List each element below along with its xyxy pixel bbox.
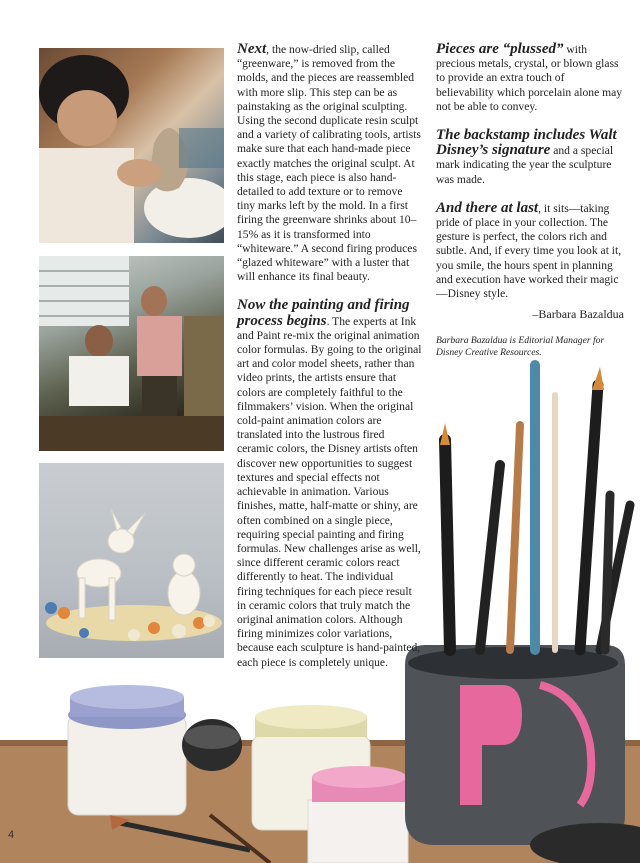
- paragraph-there-at-last-body: , it sits—taking pride of place in your collection. The gesture is perfect, the colors rich and subtle. And, if every time you look at it, you smile, the hours spent in planning and execution have worked their magic—Disney style.: [436, 201, 622, 301]
- photo-artisan-sculpting: [39, 48, 224, 243]
- paragraph-painting-firing: [237, 298, 422, 669]
- paragraph-backstamp: [436, 128, 624, 187]
- author-signature: –Barbara Bazaldua: [532, 307, 624, 322]
- author-credit: Barbara Bazaldua is Editorial Manager for Disney Creative Resources.: [436, 335, 605, 359]
- paragraph-greenware: [237, 42, 422, 284]
- lead-there-at-last: And there at last: [436, 199, 539, 216]
- paragraph-greenware-body: , the now-dried slip, called “greenware,” is removed from the molds, and the pieces are reassembled with more slip. This step can be as painstaking as the original sculpting. Using the second duplicate resin sculpt and a variety of calibrating tools, artists make sure that each hand-made piece exactly matches the original sculpt. At this stage, each piece is also hand-detailed to add texture or to remove tiny marks left by the mold. In a first firing the greenware shrinks about 10–15% as it is transformed into “whiteware.” A second firing produces “glazed whiteware” with a luster that will enhance its final beauty.: [237, 43, 421, 284]
- article-column-middle: [237, 42, 422, 684]
- lead-plussed: Pieces are “plussed”: [436, 41, 564, 57]
- page-number: 4: [8, 829, 15, 841]
- paragraph-there-at-last: [436, 201, 624, 301]
- article-column-right: [436, 42, 624, 359]
- lead-painting-firing: Now the painting and firing process begins: [237, 297, 410, 329]
- paragraph-backstamp-body: and a special mark indicating the year the sculpture was made.: [436, 144, 614, 186]
- lead-next: Next: [237, 41, 267, 57]
- paragraph-plussed-body: with precious metals, crystal, or blown glass to provide an extra touch of believability which porcelain alone may not be able to convey.: [436, 43, 623, 113]
- photo-artisan-sculpting-illustration: [39, 48, 224, 243]
- lead-backstamp: The backstamp includes Walt Disney’s signature: [436, 127, 617, 159]
- paragraph-plussed: [436, 42, 624, 114]
- paragraph-painting-firing-body: . The experts at Ink and Paint re-mix the original animation color formulas. By going to the original art and color model sheets, rather than video prints, the artists ensure that colors are completely faithful to the filmmakers’ vision. When the original cold-paint animation colors are translated into the lustrous fired ceramic colors, the Disney artists often discover new opportunities to suggest textures and special effects not achievable in animation. Various finishes, matte, half-matte or shiny, are often combined on a single piece, requiring special painting and firing formulas. New challenges arise as well, since different ceramic colors react differently to heat. The individual firing techniques for each piece result in ceramic colors that truly match the original animation colors. Although firing minimizes color variations, because each sculpture is hand-painted, each piece is completely unique.: [237, 314, 422, 669]
